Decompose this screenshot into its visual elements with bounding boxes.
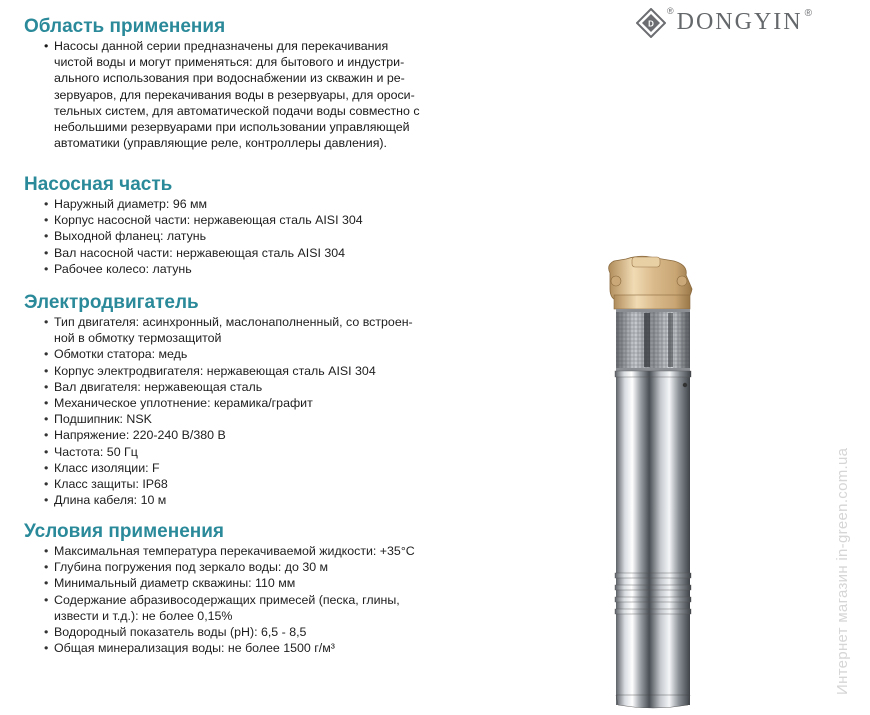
list-item: • Глубина погружения под зеркало воды: до 30 м: [44, 559, 415, 575]
submersible-pump-illustration: [588, 255, 718, 710]
section-title-motor: Электродвигатель: [24, 292, 199, 313]
list-item: • Минимальный диаметр скважины: 110 мм: [44, 575, 415, 591]
application-line: зервуаров, для перекачивания воды в резервуары, для ороси-: [54, 87, 415, 102]
list-item: • Вал насосной части: нержавеющая сталь AISI 304: [44, 245, 363, 261]
application-line: чистой воды и могут применяться: для бытового и индустри-: [54, 55, 405, 70]
section-title-pump: Насосная часть: [24, 174, 173, 195]
motor-spec-list: [44, 314, 413, 508]
list-item-line: • Содержание абразивосодержащих примесей (песка, глины,: [54, 592, 400, 607]
application-line: небольшими резервуарами при использовании управляющей: [54, 120, 410, 135]
section-title-application: Область применения: [24, 16, 226, 37]
application-line: автоматики (управляющие реле, контроллеры давления).: [54, 136, 387, 151]
application-paragraph: [44, 38, 464, 151]
logo-brand-name: DONGYIN: [676, 9, 803, 35]
list-item: • Обмотки статора: медь: [44, 346, 413, 362]
section-title-conditions: Условия применения: [24, 521, 225, 542]
list-item: • Максимальная температура перекачиваемой жидкости: +35°C: [44, 543, 415, 559]
conditions-spec-list: [44, 543, 415, 656]
list-item: [44, 314, 413, 346]
brand-registered-mark: ®: [804, 8, 812, 19]
list-item: • Подшипник: NSK: [44, 411, 413, 427]
list-item-line: ной в обмотку термозащитой: [54, 331, 222, 346]
list-item: • Корпус электродвигателя: нержавеющая сталь AISI 304: [44, 363, 413, 379]
svg-text:D: D: [648, 19, 654, 29]
list-item-line: • Тип двигателя: асинхронный, маслонаполненный, со встроен-: [54, 315, 413, 329]
watermark-text: Интернет магазин in-green.com.ua: [834, 447, 851, 695]
list-item: • Корпус насосной части: нержавеющая сталь AISI 304: [44, 212, 363, 228]
list-item: • Частота: 50 Гц: [44, 444, 413, 460]
brand-logo: [636, 6, 812, 38]
list-item: • Механическое уплотнение: керамика/графит: [44, 395, 413, 411]
list-item: • Вал двигателя: нержавеющая сталь: [44, 379, 413, 395]
section-motor: [24, 292, 413, 508]
list-item: [44, 592, 415, 624]
list-item: • Выходной фланец: латунь: [44, 228, 363, 244]
section-pump: [24, 174, 363, 277]
application-line: тельных систем, для автоматической подачи воды совместно с: [54, 103, 420, 118]
section-conditions: [24, 521, 415, 656]
list-item: • Класс изоляции: F: [44, 460, 413, 476]
list-item: • Напряжение: 220-240 В/380 В: [44, 427, 413, 443]
pump-spec-list: [44, 196, 363, 277]
application-line: ального использования при водоснабжении из скважин и ре-: [54, 71, 405, 86]
list-item-line: извести и т.д.): не более 0,15%: [54, 608, 233, 623]
dongyin-logo-icon: [636, 8, 666, 38]
list-item: • Наружный диаметр: 96 мм: [44, 196, 363, 212]
logo-registered-mark: ®: [667, 6, 674, 16]
list-item: • Рабочее колесо: латунь: [44, 261, 363, 277]
list-item: • Водородный показатель воды (pH): 6,5 - 8,5: [44, 624, 415, 640]
list-item: • Общая минерализация воды: не более 1500 г/м³: [44, 640, 415, 656]
list-item: • Класс защиты: IP68: [44, 476, 413, 492]
application-line: • Насосы данной серии предназначены для перекачивания: [54, 39, 389, 53]
pump-image: [588, 255, 718, 710]
section-application: [24, 16, 464, 151]
list-item: • Длина кабеля: 10 м: [44, 492, 413, 508]
